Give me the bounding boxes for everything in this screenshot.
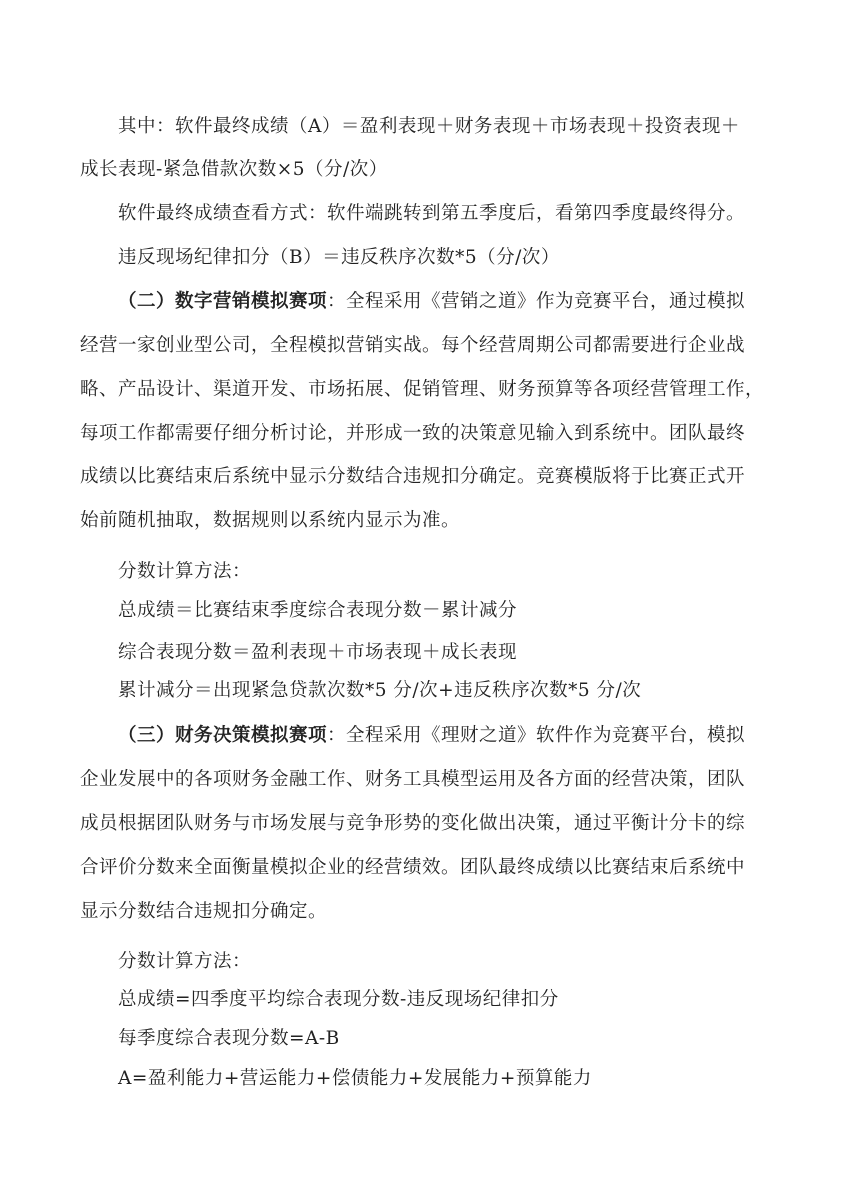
financial-decision-line: 显示分数结合违规扣分确定。 bbox=[80, 901, 328, 922]
financial-decision-first-line bbox=[118, 724, 745, 748]
digital-marketing-line: ：全程采用《营销之道》作为竞赛平台，通过模拟 bbox=[327, 291, 746, 312]
formula-composite-score: 综合表现分数＝盈利表现＋市场表现＋成长表现 bbox=[118, 642, 518, 663]
financial-decision-heading: （三）财务决策模拟赛项 bbox=[118, 725, 328, 746]
formula-a-components: A=盈利能力+营运能力+偿债能力+发展能力+预算能力 bbox=[118, 1068, 592, 1089]
digital-marketing-line: 每项工作都需要仔细分析讨论，并形成一致的决策意见输入到系统中。团队最终 bbox=[80, 423, 746, 444]
formula-a-line1: 其中：软件最终成绩（A）＝盈利表现＋财务表现＋市场表现＋投资表现＋ bbox=[118, 116, 740, 137]
formula-quarter-score: 每季度综合表现分数=A-B bbox=[118, 1028, 340, 1049]
view-method-text: 软件最终成绩查看方式：软件端跳转到第五季度后，看第四季度最终得分。 bbox=[118, 203, 746, 224]
digital-marketing-line: 经营一家创业型公司，全程模拟营销实战。每个经营周期公司都需要进行企业战 bbox=[80, 335, 746, 356]
digital-marketing-heading: （二）数字营销模拟赛项 bbox=[118, 291, 328, 312]
financial-decision-line: 成员根据团队财务与市场发展与竞争形势的变化做出决策，通过平衡计分卡的综 bbox=[80, 813, 746, 834]
calc-method-title: 分数计算方法： bbox=[118, 951, 252, 972]
formula-a-line2: 成长表现-紧急借款次数×5（分/次） bbox=[80, 159, 388, 180]
financial-decision-line: ：全程采用《理财之道》软件作为竞赛平台，模拟 bbox=[327, 725, 746, 746]
penalty-b-text: 违反现场纪律扣分（B）＝违反秩序次数*5（分/次） bbox=[118, 247, 560, 268]
digital-marketing-line: 始前随机抽取，数据规则以系统内显示为准。 bbox=[80, 510, 461, 531]
financial-decision-line: 合评价分数来全面衡量模拟企业的经营绩效。团队最终成绩以比赛结束后系统中 bbox=[80, 857, 746, 878]
calc-method-title: 分数计算方法： bbox=[118, 561, 252, 582]
formula-total-score: 总成绩＝比赛结束季度综合表现分数－累计减分 bbox=[118, 600, 518, 621]
formula-total-score: 总成绩=四季度平均综合表现分数-违反现场纪律扣分 bbox=[118, 989, 559, 1010]
formula-cumulative-deduction: 累计减分＝出现紧急贷款次数*5 分/次+违反秩序次数*5 分/次 bbox=[118, 680, 642, 701]
financial-decision-line: 企业发展中的各项财务金融工作、财务工具模型运用及各方面的经营决策，团队 bbox=[80, 769, 746, 790]
digital-marketing-first-line bbox=[118, 290, 745, 314]
digital-marketing-line: 成绩以比赛结束后系统中显示分数结合违规扣分确定。竞赛模版将于比赛正式开 bbox=[80, 466, 746, 487]
digital-marketing-line: 略、产品设计、渠道开发、市场拓展、促销管理、财务预算等各项经营管理工作， bbox=[80, 379, 765, 400]
